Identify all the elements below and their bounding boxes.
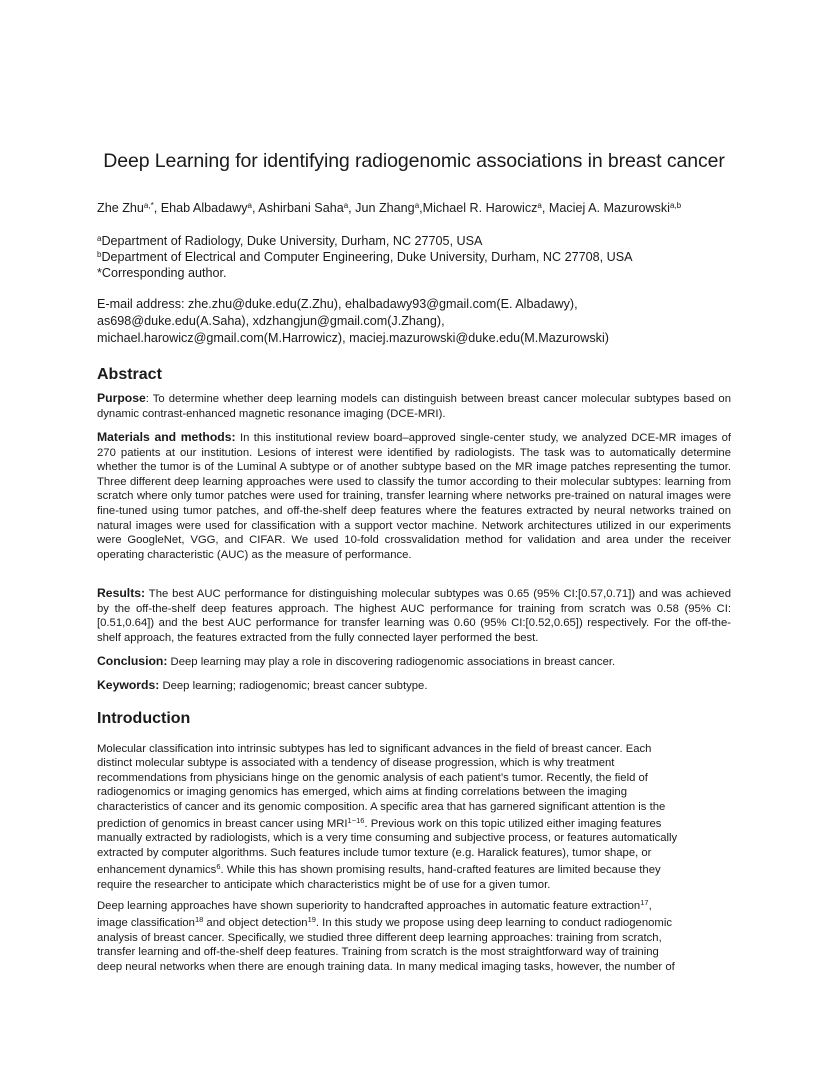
results-text: The best AUC performance for distinguishing molecular subtypes was 0.65 (95% CI:[0.57,0.71]) and was achieved by the off-the-shelf deep features approach. The highest AUC performance for training from scratch was 0.58 (95% CI:[0.51,0.64]) and the best AUC performance for transfer learning was 0.60 (95% CI:[0.52,0.65]) respectively. For the off-the-shelf approach, the features extracted from the fully connected layer performed the best. (97, 588, 731, 644)
citation-superscript: 18 (194, 915, 204, 925)
line-text: characteristics of cancer and its genomic composition. A specific area that has garnered significant attention is the (97, 800, 666, 813)
corresponding-author-note (97, 266, 737, 280)
line-text: , (648, 900, 652, 912)
author-name: Ashirbani Saha (258, 201, 344, 215)
author-affiliation-mark: a (537, 201, 542, 210)
affiliation-text: Department of Electrical and Computer Engineering, Duke University, Durham, NC 27708, USA (101, 250, 633, 264)
text-line (97, 860, 731, 877)
line-text: . While this has shown promising results, hand-crafted features are limited because they (220, 864, 661, 877)
email-line: michael.harowicz@gmail.com(M.Harrowicz), maciej.mazurowski@duke.edu(M.Mazurowski) (97, 331, 609, 345)
corresponding-text: Corresponding author. (101, 266, 227, 280)
affiliation-a (97, 234, 737, 248)
author-name: Michael R. Harowicz (422, 201, 538, 215)
author-affiliation-mark: a (414, 201, 420, 210)
text-line (97, 771, 731, 785)
methods-text: In this institutional review board–approved single-center study, we analyzed DCE-MR images of 270 patients at our institution. Lesions of interest were identified by radiologists. The task was to automatically determine whether the tumor is of the Luminal A subtype or of another subtype based on the MR image patches representing the tumor. Three different deep learning approaches were used to classify the tumor according to their molecular subtypes: learning from scratch where only tumor patches were used for training, transfer learning where networks pre-trained on natural images were fine-tuned using tumor patches, and off-the-shelf deep features where the features extracted by neural networks trained on natural images were used for classification with a support vector machine. Network architectures utilized in our experiments were GoogleNet, VGG, and CIFAR. We used 10-fold crossvalidation method for validation and area under the receiver operating characteristic (AUC) as the measure of performance. (97, 432, 731, 561)
results-label: Results: (97, 586, 146, 600)
line-text: radiogenomics or imaging genomics has emerged, which aims at finding correlations between the imaging (97, 786, 627, 799)
purpose-text: : To determine whether deep learning models can distinguish between breast cancer molecular subtypes based on dynamic contrast-enhanced magnetic resonance imaging (DCE-MRI). (97, 393, 731, 420)
keywords-label: Keywords: (97, 678, 160, 692)
introduction-heading: Introduction (97, 710, 191, 727)
author-affiliation-mark: a,b (669, 201, 682, 210)
abstract-keywords (97, 678, 731, 694)
line-text: . Previous work on this topic utilized either imaging features (364, 818, 662, 831)
line-text: Deep learning approaches have shown superiority to handcrafted approaches in automatic feature extraction (97, 900, 641, 912)
citation-superscript: 1−16 (347, 816, 365, 826)
citation-superscript: 17 (640, 898, 649, 907)
author-name: Jun Zhang (355, 201, 415, 215)
line-text: require the researcher to anticipate which characteristics might be of use for a given tumor. (97, 878, 551, 891)
introduction-paragraph-2 (97, 896, 731, 974)
paper-title: Deep Learning for identifying radiogenomic associations in breast cancer (103, 150, 725, 172)
line-text: manually extracted by radiologists, which is a very time consuming and subjective process, or features automatically (97, 832, 678, 845)
text-line (97, 878, 731, 892)
line-text: extracted by computer algorithms. Such features include tumor texture (e.g. Haralick features), tumor shape, or (97, 846, 652, 859)
line-text: Molecular classification into intrinsic subtypes has led to significant advances in the field of breast cancer. Each (97, 743, 652, 755)
corresponding-mark: * (97, 266, 102, 280)
citation-superscript: 6 (216, 862, 221, 872)
text-line (97, 945, 731, 959)
abstract-purpose (97, 391, 731, 421)
author-name: Maciej A. Mazurowski (548, 201, 670, 215)
author-affiliation-mark: a (343, 201, 349, 210)
conclusion-label: Conclusion: (97, 654, 168, 668)
line-text: analysis of breast cancer. Specifically, we studied three different deep learning approaches: training from scratch, (97, 931, 662, 944)
conclusion-text: Deep learning may play a role in discovering radiogenomic associations in breast cancer. (167, 656, 616, 668)
methods-label: Materials and methods: (97, 430, 236, 444)
line-text: . In this study we propose using deep learning to conduct radiogenomic (315, 917, 672, 930)
line-text: image classification (97, 917, 195, 930)
line-text: transfer learning and off-the-shelf deep features. Training from scratch is the most straightforward way of training (97, 946, 659, 959)
citation-superscript: 19 (307, 915, 316, 925)
text-line (97, 831, 731, 845)
abstract-methods (97, 430, 731, 562)
author-name: Zhe Zhu (97, 201, 144, 215)
line-text: distinct molecular subtype is associated with a tendency of disease progression, which is why treatment (97, 757, 615, 770)
author-name: Ehab Albadawy (160, 201, 248, 215)
text-line (97, 800, 731, 814)
email-line: E-mail address: zhe.zhu@duke.edu(Z.Zhu), ehalbadawy93@gmail.com(E. Albadawy), (97, 297, 578, 311)
line-text: prediction of genomics in breast cancer using MRI (97, 818, 348, 831)
email-addresses (97, 296, 737, 347)
abstract-conclusion (97, 654, 731, 670)
line-text: enhancement dynamics (97, 864, 217, 877)
author-affiliation-mark: a (247, 201, 252, 210)
abstract-heading: Abstract (97, 366, 162, 383)
line-text: recommendations from physicians hinge on the genomic analysis of each patient’s tumor. Recently, the field of (97, 771, 648, 784)
text-line (97, 931, 731, 945)
text-line (97, 913, 731, 930)
text-line (97, 756, 731, 770)
line-text: and object detection (203, 917, 308, 930)
purpose-label: Purpose (97, 391, 146, 405)
author-affiliation-mark: a,* (143, 201, 154, 210)
affiliation-text: Department of Radiology, Duke University, Durham, NC 27705, USA (101, 234, 483, 248)
text-line (97, 742, 731, 756)
affiliation-mark: a (97, 234, 102, 243)
text-line (97, 814, 731, 831)
text-line (97, 960, 731, 974)
text-line (97, 785, 731, 799)
line-text: deep neural networks when there are enough training data. In many medical imaging tasks, however, the number of (97, 960, 675, 973)
author-list: Zhe Zhu$^{a,*}$, Ehab Albadawy$^a$, Ashirbani Saha$^a$, Jun Zhang$^a$,Michael R. Harowicz$^a$, Maciej A. Mazurowski$^{a,b}$ (97, 201, 682, 215)
email-line: as698@duke.edu(A.Saha), xdzhangjun@gmail.com(J.Zhang), (97, 314, 445, 328)
text-line (97, 846, 731, 860)
introduction-paragraph-1 (97, 742, 731, 892)
keywords-text: Deep learning; radiogenomic; breast cancer subtype. (159, 680, 428, 692)
abstract-results (97, 586, 731, 645)
affiliation-mark: b (97, 250, 102, 259)
affiliation-b (97, 250, 737, 264)
text-line (97, 896, 731, 913)
